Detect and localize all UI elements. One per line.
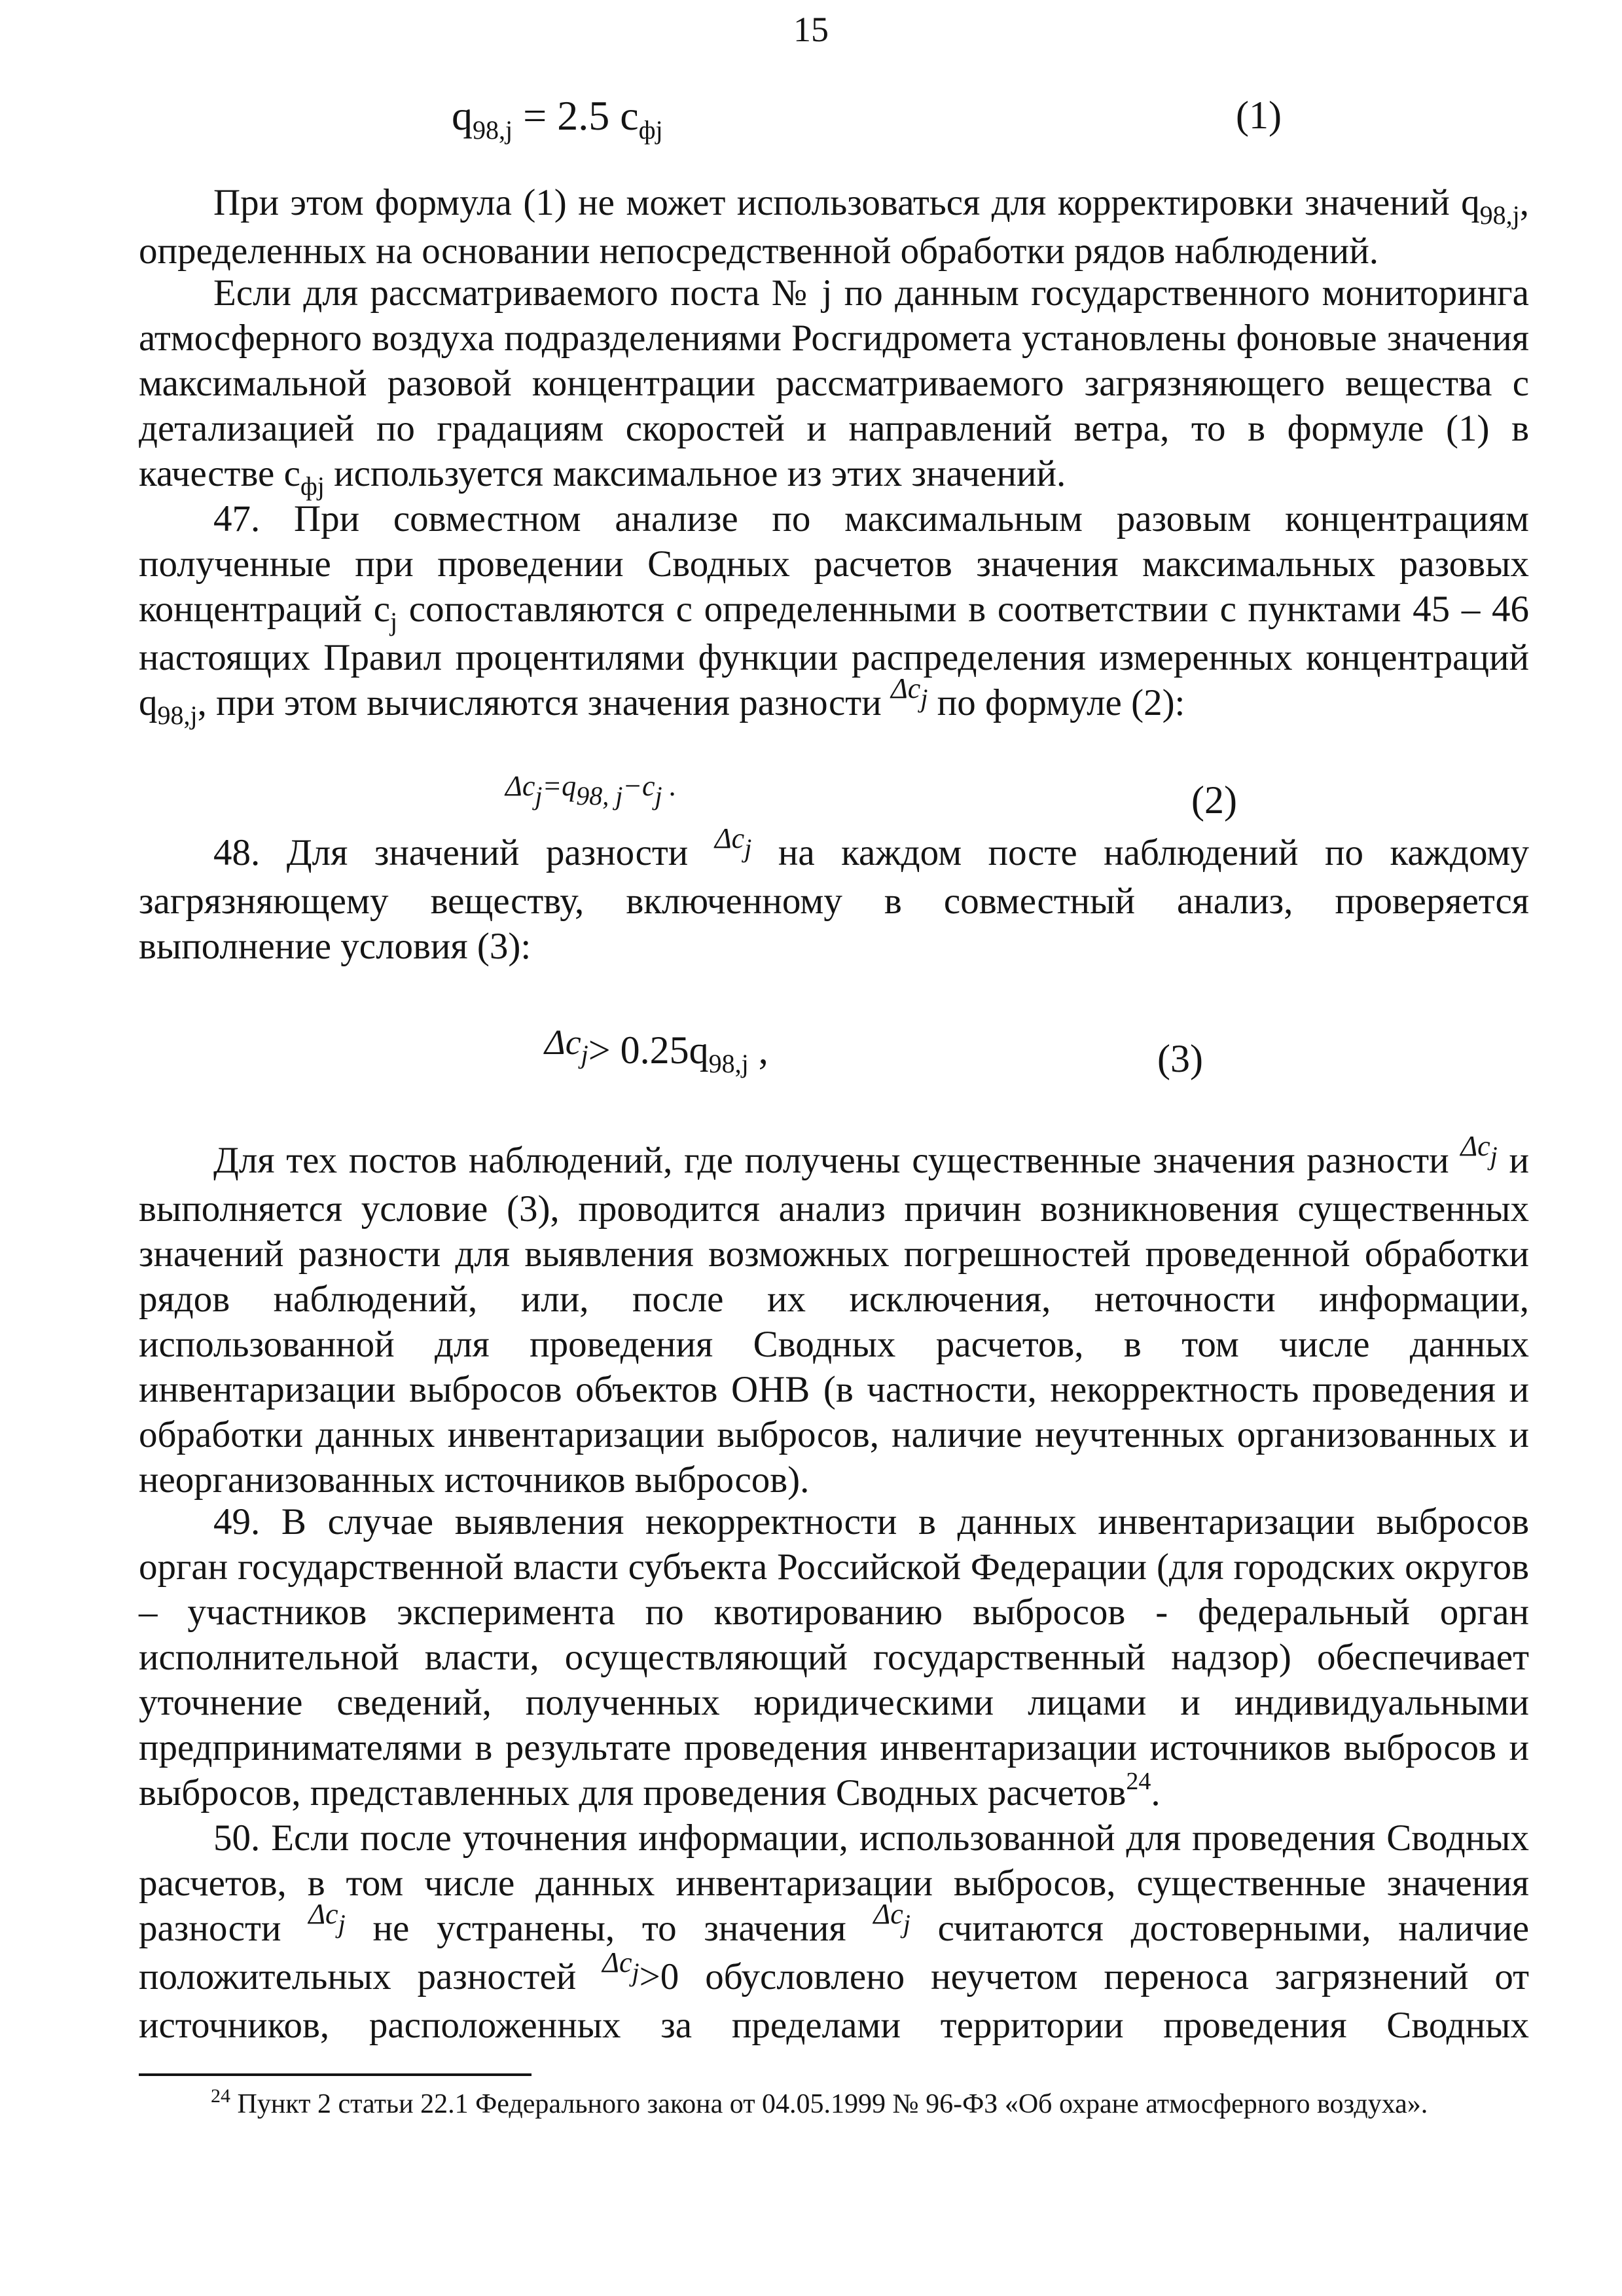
para-those-text-1: Для тех постов наблюдений, где получены существенные значения разности <box>213 1140 1461 1181</box>
para50-delta-1 <box>308 1898 346 1939</box>
para-note-text-2: , определенных на основании непосредственной обработки рядов наблюдений. <box>139 182 1529 272</box>
formula-3-delta <box>545 1023 588 1069</box>
para50-delta-1-sub: j <box>338 1909 346 1939</box>
formula-1-eq: = <box>513 92 558 139</box>
page-number: 15 <box>793 10 829 49</box>
para-if-text-2: используется максимальное из этих значений. <box>324 453 1066 494</box>
formula-1-rhs: 2.5 c <box>557 92 639 139</box>
formula-2-end: −c <box>622 770 655 802</box>
para49-text-1: 49. В случае выявления некорректности в данных инвентаризации выбросов орган государственной власти субъекта Российской Федерации (для городских округов – участников эксперимента по квотированию выбросов - федеральный орган исполнительной власти, осуществляющий государственный надзор) обеспечивает уточнение сведений, полученных юридическими лицами и индивидуальными предпринимателями в результате проведения инвентаризации источников выбросов и выбросов, представленных для проведения Сводных расчетов <box>139 1501 1529 1813</box>
formula-1-lhs-sub: 98,j <box>473 115 513 145</box>
para50-delta-1-text: Δc <box>308 1898 338 1930</box>
para-those-delta-text: Δc <box>1460 1130 1490 1162</box>
para50-text-4: >0 обусловлено неучетом переноса загрязнений от источников, расположенных за пределами территории проведения Сводных <box>139 1956 1529 2046</box>
para48-delta <box>714 822 752 863</box>
formula-2-number: (2) <box>1191 778 1237 822</box>
formula-2-sub-3: j <box>655 781 662 811</box>
paragraph-49 <box>139 1499 1529 1820</box>
formula-1-lhs: q <box>452 92 473 139</box>
paragraph-observation-posts <box>139 1130 1529 1503</box>
footnote-mark: 24 <box>211 2085 230 2107</box>
footnote-24 <box>211 2085 1428 2120</box>
para-if-text-1: Если для рассматриваемого поста № j по данным государственного мониторинга атмосферного воздуха подразделениями Росгидромета установлены фоновые значения максимальной разовой концентрации рассматриваемого загрязняющего вещества с детализацией по градациям скоростей и направлений ветра, то в формуле (1) в качестве с <box>139 272 1529 494</box>
para49-text-2: . <box>1151 1772 1161 1813</box>
formula-2 <box>505 769 677 811</box>
formula-2-delta: Δc <box>505 770 535 802</box>
para47-delta-text: Δc <box>890 672 921 704</box>
para-those-delta <box>1460 1130 1498 1171</box>
paragraph-formula-note <box>139 180 1529 274</box>
para50-delta-2-text: Δc <box>873 1898 903 1930</box>
para50-text-3: считаются достоверными, наличие положительных разностей <box>139 1908 1529 1997</box>
para50-delta-3-sub: j <box>632 1958 640 1987</box>
para-those-delta-sub: j <box>1490 1141 1498 1171</box>
formula-2-dot: . <box>662 770 677 802</box>
formula-3-mid: > 0.25q <box>588 1029 709 1072</box>
para47-sub-2: 98,j <box>157 701 198 730</box>
formula-2-sub-2: 98, j <box>576 781 623 811</box>
para50-text-1: 50. Если после уточнения информации, использованной для проведения Сводных расчетов, в том числе данных инвентаризации выбросов, существенные значения разности <box>139 1817 1529 1949</box>
formula-3-delta-sub: j <box>581 1040 588 1069</box>
paragraph-50 <box>139 1815 1529 2048</box>
formula-3-sub: 98,j <box>708 1049 749 1078</box>
para50-delta-2 <box>873 1898 910 1939</box>
para50-text-2: не устранены, то значения <box>345 1908 874 1949</box>
para47-delta-sub: j <box>920 683 928 713</box>
para47-text-2: сопоставляются с определенными в соответствии с пунктами 45 – 46 настоящих Правил процентилями функции распределения измеренных концентраций q <box>139 589 1529 723</box>
formula-1-rhs-sub: фj <box>638 115 663 145</box>
para48-delta-sub: j <box>744 833 752 863</box>
footnote-ref-24[interactable]: 24 <box>1126 1768 1151 1795</box>
para47-text-4: по формуле (2): <box>928 682 1185 723</box>
para-note-text-1: При этом формула (1) не может использоваться для корректировки значений q <box>213 182 1480 223</box>
para47-text-3: , при этом вычисляются значения разности <box>197 682 891 723</box>
formula-1 <box>452 92 663 145</box>
para50-delta-2-sub: j <box>903 1909 910 1939</box>
para48-text-1: 48. Для значений разности <box>213 832 715 873</box>
para48-text-2: на каждом посте наблюдений по каждому загрязняющему веществу, включенному в совместный анализ, проверяется выполнение условия (3): <box>139 832 1529 967</box>
footnote-divider <box>139 2073 532 2076</box>
para47-delta <box>890 672 928 713</box>
formula-2-mid: =q <box>542 770 577 802</box>
paragraph-background-values <box>139 270 1529 500</box>
formula-3-number: (3) <box>1157 1037 1203 1080</box>
paragraph-47 <box>139 496 1529 729</box>
para47-sub-1: j <box>390 607 398 636</box>
para-note-sub-1: 98,j <box>1479 200 1520 230</box>
formula-3-delta-text: Δc <box>545 1023 581 1062</box>
para50-delta-3 <box>602 1946 640 1987</box>
formula-3-end: , <box>748 1029 768 1072</box>
paragraph-48 <box>139 822 1529 969</box>
para-if-sub-1: фj <box>300 471 325 501</box>
para48-delta-text: Δc <box>714 822 745 854</box>
formula-2-sub-1: j <box>535 781 543 811</box>
formula-1-number: (1) <box>1236 94 1282 137</box>
para47-text-1: 47. При совместном анализе по максимальным разовым концентрациям полученные при проведении Сводных расчетов значения максимальных разовых концентраций с <box>139 498 1529 630</box>
para50-delta-3-text: Δc <box>602 1946 632 1978</box>
formula-3 <box>545 1023 768 1078</box>
para-those-text-2: и выполняется условие (3), проводится анализ причин возникновения существенных значений разности для выявления возможных погрешностей проведенной обработки рядов наблюдений, или, после их исключения, неточности информации, использованной для проведения Сводных расчетов, в том числе данных инвентаризации выбросов объектов ОНВ (в частности, некорректность проведения и обработки данных инвентаризации выбросов, наличие неучтенных организованных и неорганизованных источников выбросов). <box>139 1140 1529 1501</box>
footnote-text: Пункт 2 статьи 22.1 Федерального закона от 04.05.1999 № 96-ФЗ «Об охране атмосферного воздуха». <box>230 2089 1428 2119</box>
